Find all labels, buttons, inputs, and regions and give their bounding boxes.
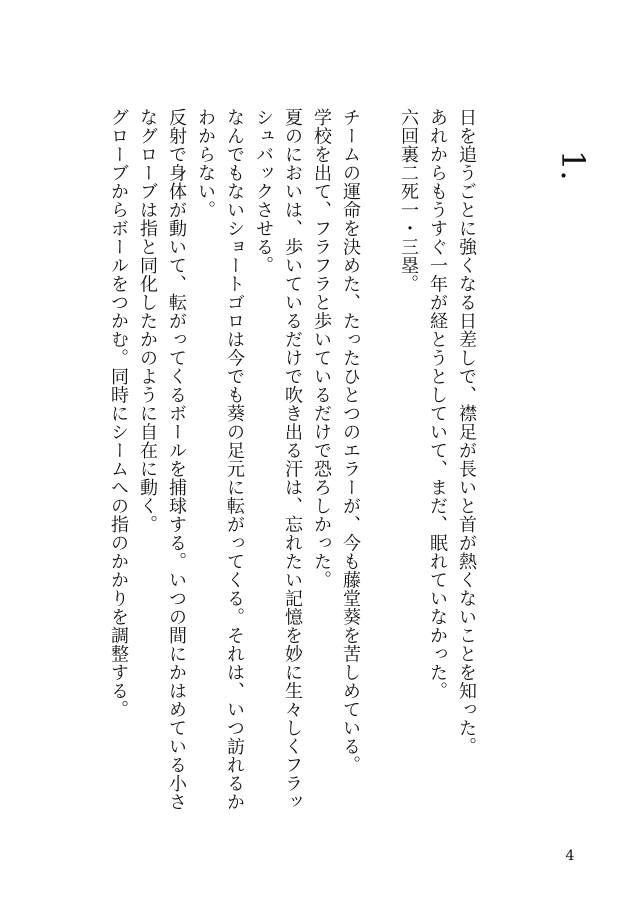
paragraph-1: 日を追うごとに強くなる日差しで、襟足が長いと首が熱くないことを知った。: [456, 108, 477, 756]
paragraph-4: チームの運命を決めた、たったひとつのエラーが、今も藤堂葵を苦しめている。: [340, 108, 361, 774]
paragraph-2: あれからもうすぐ一年が経とうとしていて、まだ、眠れていなかった。: [427, 108, 448, 700]
paragraph-7: なんでもないショートゴロは今でも葵の足元に転がってくる。それは、いつ訪れるかわからない。: [195, 108, 245, 811]
body-text: [108, 108, 481, 828]
paragraph-3: 六回裏二死一・三塁。: [398, 108, 419, 293]
paragraph-8: 反射で身体が動いて、転がってくるボールを捕球する。いつの間にかはめている小さなグローブは指と同化したかのように自在に動く。: [137, 108, 187, 811]
page-number: 4: [565, 848, 575, 864]
paragraph-9: グローブからボールをつかむ。同時にシームへの指のかかりを調整する。: [108, 108, 129, 719]
paragraph-5: 学校を出て、フラフラと歩いているだけで恐ろしかった。: [311, 108, 332, 589]
paragraph-6: 夏のにおいは、歩いているだけで吹き出る汗は、忘れたい記憶を妙に生々しくフラッシュバックさせる。: [253, 108, 303, 811]
chapter-number: 1.: [554, 149, 592, 181]
